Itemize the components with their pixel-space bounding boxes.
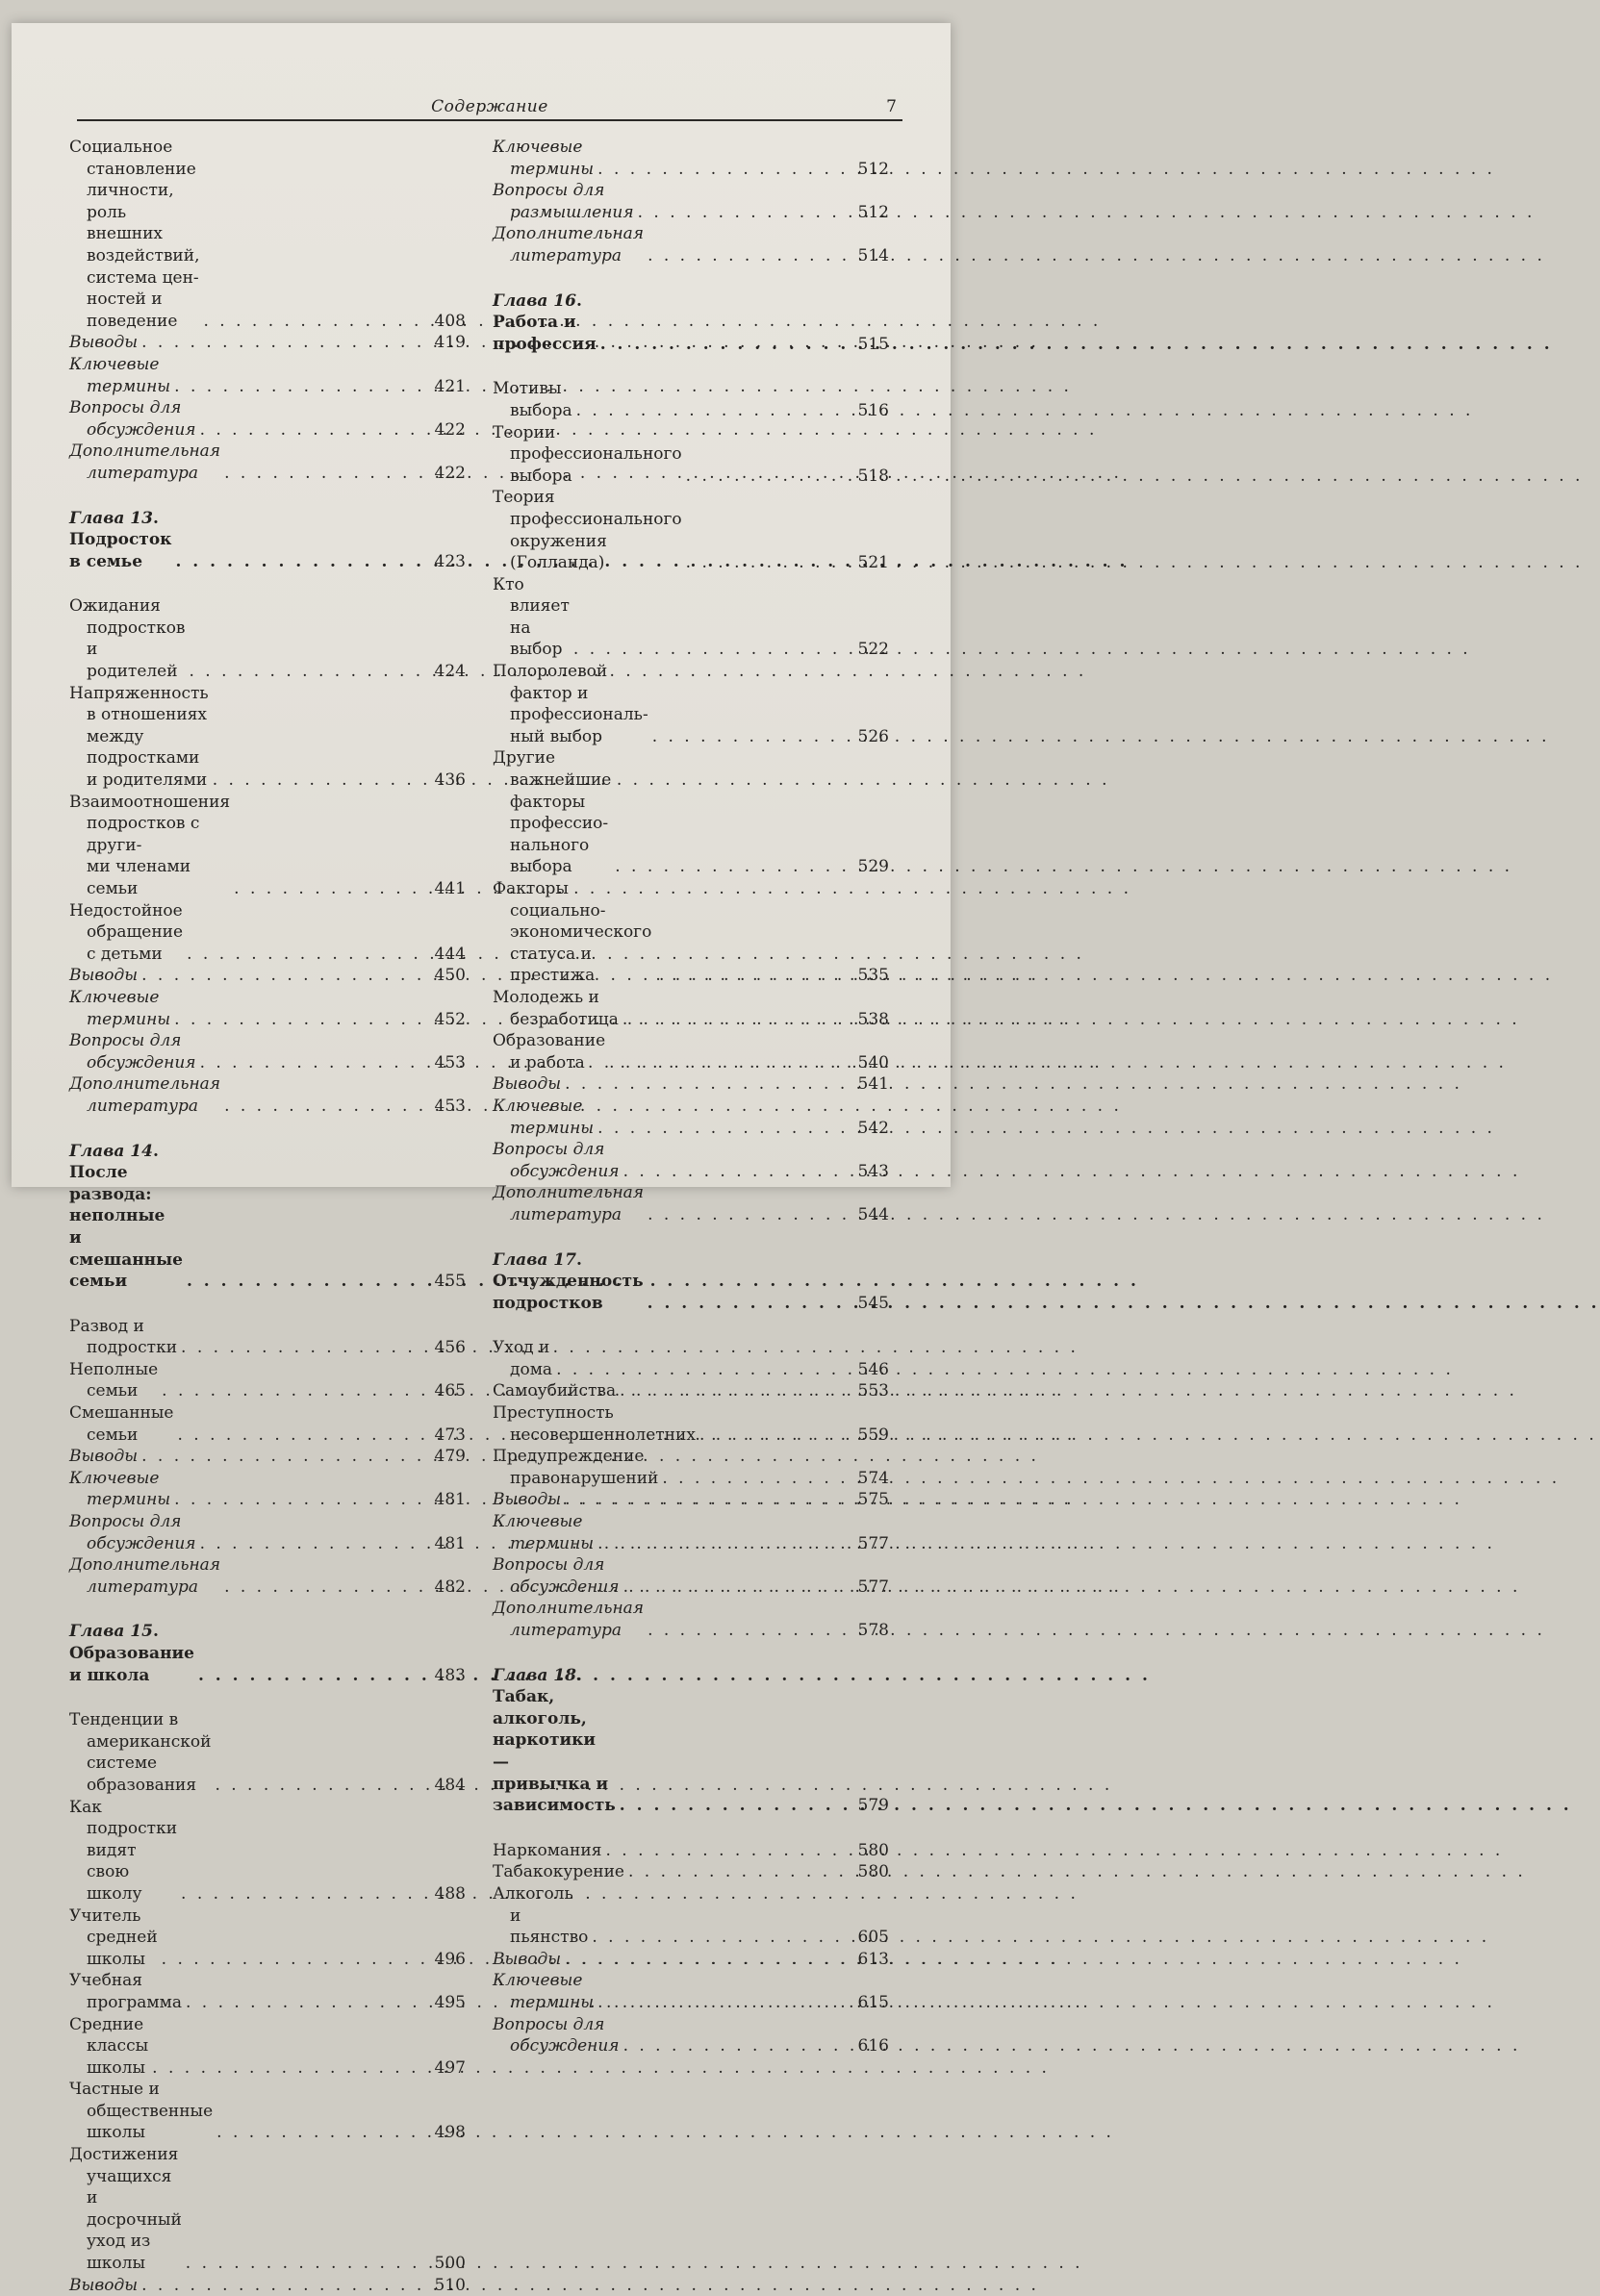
toc-right-column	[493, 137, 889, 2057]
entry-page-number: 518	[857, 466, 889, 486]
entry-title: Учитель средней школы	[69, 1905, 158, 1969]
dot-leader	[615, 856, 853, 878]
dot-leader	[204, 311, 431, 333]
dot-leader	[652, 726, 854, 748]
toc-entry	[69, 354, 466, 397]
toc-entry	[69, 441, 466, 484]
entry-title: Мотивы выбора	[493, 379, 572, 420]
entry-title: Выводы	[493, 1074, 562, 1095]
dot-leader	[181, 1883, 431, 1905]
dot-leader	[216, 2122, 430, 2144]
entry-page-number: 479	[434, 1447, 466, 1467]
toc-entry	[493, 987, 889, 1030]
entry-page-number: 456	[434, 1338, 466, 1358]
toc-entry	[493, 378, 889, 421]
entry-page-number: 578	[857, 1621, 889, 1640]
dot-leader	[200, 419, 431, 442]
toc-chapter-heading	[69, 508, 466, 573]
entry-page-number: 495	[434, 1992, 466, 2012]
dot-leader	[224, 463, 430, 485]
dot-leader	[655, 965, 853, 987]
entry-title: Достижения учащихся и досрочный уход из школы	[69, 2145, 182, 2274]
chapter-name: . Табак, алкоголь, наркотики — привычка и зависимость	[493, 1665, 616, 1816]
entry-title: Ключевые термины	[493, 138, 595, 179]
entry-page-number: 514	[857, 245, 889, 265]
toc-entry	[493, 1139, 889, 1182]
entry-page-number: 540	[857, 1052, 889, 1072]
toc-entry	[69, 1709, 466, 1796]
entry-title: Вопросы для обсуждения	[493, 1140, 620, 1181]
toc-entry	[493, 1489, 889, 1511]
entry-title: Выводы	[493, 1949, 562, 1969]
toc-entry	[493, 1883, 889, 1949]
entry-title: Дополнительная литература	[493, 1183, 645, 1224]
chapter-name: . После развода: неполные и смешанные семьи	[69, 1141, 183, 1292]
chapter-label: Глава 16	[493, 290, 576, 311]
toc-entry	[69, 595, 466, 682]
dot-leader	[638, 202, 854, 224]
dot-leader	[174, 1009, 430, 1031]
section-gap	[493, 1226, 889, 1249]
entry-page-number: 512	[857, 202, 889, 222]
entry-page-number: 613	[857, 1949, 889, 1969]
entry-page-number: 546	[857, 1359, 889, 1379]
entry-page-number: 484	[434, 1775, 466, 1795]
dot-leader	[592, 1927, 853, 1949]
toc-entry	[493, 1030, 889, 1073]
entry-title: Табакокурение	[493, 1862, 624, 1882]
entry-page-number: 580	[857, 1862, 889, 1882]
entry-title: Ключевые термины	[493, 1096, 595, 1138]
entry-page-number: 541	[857, 1074, 889, 1095]
entry-title: Недостойное обращение с детьми	[69, 900, 184, 964]
section-gap	[69, 1293, 466, 1316]
toc-entry	[493, 1949, 889, 1971]
dot-leader	[556, 1359, 853, 1381]
toc-entry	[69, 2144, 466, 2275]
dot-leader	[648, 1293, 854, 1315]
chapter-label: Глава 15	[69, 1622, 153, 1642]
entry-page-number: 526	[857, 726, 889, 746]
entry-page-number: 422	[434, 463, 466, 483]
chapter-title	[493, 1665, 616, 1817]
entry-page-number: 574	[857, 1468, 889, 1488]
dot-leader	[141, 332, 430, 354]
entry-page-number: 481	[434, 1533, 466, 1553]
entry-page-number: 575	[857, 1490, 889, 1510]
dot-leader	[565, 1949, 853, 1971]
dot-leader	[152, 2057, 430, 2080]
toc-entry	[69, 1030, 466, 1073]
toc-entry	[69, 1073, 466, 1117]
entry-title: Ожидания подростков и родителей	[69, 596, 186, 682]
dot-leader	[620, 1380, 853, 1402]
entry-page-number: 579	[857, 1796, 889, 1816]
toc-entry	[69, 683, 466, 792]
entry-page-number: 545	[857, 1293, 889, 1313]
entry-title: Дополнительная литература	[493, 1599, 645, 1640]
dot-leader	[174, 376, 430, 398]
entry-title: Дополнительная литература	[69, 442, 221, 483]
entry-page-number: 481	[434, 1490, 466, 1510]
toc-entry	[493, 574, 889, 661]
entry-title: Полоролевой фактор и профессиональ- ный выбор	[493, 662, 648, 746]
toc-entry	[493, 1840, 889, 1862]
toc-left-column	[69, 137, 466, 2296]
section-gap	[493, 1642, 889, 1665]
entry-page-number: 580	[857, 1840, 889, 1860]
toc-entry	[69, 1797, 466, 1905]
dot-leader	[622, 1009, 854, 1031]
dot-leader	[175, 551, 430, 573]
entry-title: Факторы социально-экономического статуса и престижа	[493, 879, 652, 986]
running-header	[77, 85, 902, 121]
entry-title: Выводы	[493, 1490, 562, 1510]
dot-leader	[141, 1446, 430, 1468]
dot-leader	[187, 944, 430, 966]
entry-title: Вопросы для обсуждения	[493, 1555, 620, 1597]
chapter-title	[493, 290, 597, 356]
entry-page-number: 465	[434, 1381, 466, 1401]
toc-entry	[493, 1402, 889, 1446]
toc-entry	[69, 332, 466, 354]
entry-page-number: 559	[857, 1425, 889, 1445]
toc-chapter-heading	[69, 1141, 466, 1293]
dot-leader	[565, 1489, 853, 1511]
entry-title: Частные и общественные школы	[69, 2080, 214, 2143]
dot-leader	[576, 400, 854, 422]
entry-page-number: 496	[434, 1949, 466, 1969]
entry-title: Неполные семьи	[69, 1359, 159, 1401]
toc-chapter-heading	[493, 290, 889, 356]
dot-leader	[234, 878, 430, 900]
entry-title: Ключевые термины	[69, 354, 171, 396]
section-gap	[69, 1598, 466, 1621]
toc-entry	[493, 1554, 889, 1598]
entry-title: Ключевые термины	[493, 1971, 595, 2012]
toc-chapter-heading	[69, 1621, 466, 1686]
chapter-name: . Подросток в семье	[69, 508, 172, 571]
toc-entry	[69, 1511, 466, 1554]
dot-leader	[181, 1337, 431, 1359]
toc-entry	[69, 2014, 466, 2080]
entry-title: Дополнительная литература	[493, 224, 645, 265]
entry-title: Кто влияет на выбор	[493, 574, 570, 660]
toc-entry	[69, 2079, 466, 2144]
toc-entry	[493, 1337, 889, 1380]
dot-leader	[190, 661, 431, 683]
dot-leader	[200, 1052, 431, 1074]
dot-leader	[628, 1861, 854, 1883]
entry-title: Преступность несовершеннолетних	[493, 1403, 696, 1445]
dot-leader	[573, 639, 854, 661]
entry-page-number: 453	[434, 1096, 466, 1116]
chapter-label: Глава 18	[493, 1665, 576, 1685]
toc-entry	[493, 1446, 889, 1489]
dot-leader	[141, 2275, 430, 2296]
dot-leader	[605, 1840, 853, 1862]
entry-page-number: 538	[857, 1009, 889, 1029]
dot-leader	[648, 1204, 853, 1226]
entry-page-number: 497	[434, 2057, 466, 2078]
section-gap	[493, 355, 889, 378]
dot-leader	[699, 1425, 854, 1447]
toc-entry	[69, 137, 466, 332]
dot-leader	[224, 1096, 430, 1118]
dot-leader	[186, 2253, 431, 2275]
entry-page-number: 516	[857, 400, 889, 420]
entry-page-number: 498	[434, 2123, 466, 2143]
dot-leader	[187, 1271, 431, 1293]
dot-leader	[565, 1073, 853, 1096]
entry-page-number: 543	[857, 1161, 889, 1181]
entry-title: Напряженность в отношениях между подростками и родителями	[69, 683, 209, 791]
dot-leader	[200, 1533, 431, 1555]
entry-title: Развод и подростки	[69, 1316, 178, 1358]
entry-title: Предупреждение правонарушений	[493, 1447, 659, 1488]
section-gap	[493, 1314, 889, 1337]
entry-title: Выводы	[69, 2275, 139, 2295]
entry-title: Как подростки видят свою школу	[69, 1797, 178, 1904]
entry-page-number: 423	[434, 551, 466, 571]
entry-page-number: 455	[434, 1272, 466, 1292]
entry-page-number: 436	[434, 770, 466, 791]
entry-title: Дополнительная литература	[69, 1555, 221, 1597]
toc-entry	[69, 965, 466, 987]
toc-entry	[69, 900, 466, 966]
toc-entry	[493, 1598, 889, 1641]
toc-entry	[69, 987, 466, 1030]
dot-leader	[597, 159, 853, 181]
entry-page-number: 522	[857, 640, 889, 660]
dot-leader	[686, 552, 854, 574]
toc-entry	[69, 1554, 466, 1598]
entry-page-number: 482	[434, 1577, 466, 1597]
entry-page-number: 419	[434, 333, 466, 353]
entry-title: Дополнительная литература	[69, 1074, 221, 1116]
entry-page-number: 452	[434, 1009, 466, 1029]
toc-entry	[493, 1970, 889, 2013]
toc-entry	[69, 1359, 466, 1402]
toc-chapter-heading	[493, 1665, 889, 1817]
dot-leader	[174, 1489, 430, 1511]
entry-title: Алкоголь и пьянство	[493, 1883, 589, 1948]
toc-entry	[493, 1182, 889, 1225]
entry-title: Самоубийства	[493, 1381, 617, 1401]
toc-entry	[493, 1096, 889, 1139]
chapter-name: . Образование и школа	[69, 1622, 194, 1685]
chapter-title	[69, 1621, 194, 1686]
entry-page-number: 577	[857, 1533, 889, 1553]
entry-title: Выводы	[69, 966, 139, 986]
entry-page-number: 553	[857, 1381, 889, 1401]
entry-page-number: 605	[857, 1928, 889, 1948]
toc-entry	[493, 1861, 889, 1883]
section-gap	[69, 1118, 466, 1141]
toc-entry	[69, 1970, 466, 2013]
entry-title: Вопросы для обсуждения	[69, 1512, 196, 1553]
page-number: 7	[886, 97, 897, 116]
entry-title: Выводы	[69, 1447, 139, 1467]
dot-leader	[141, 965, 430, 987]
header-title: Содержание	[431, 97, 548, 116]
entry-title: Ключевые термины	[69, 987, 171, 1029]
toc-entry	[493, 137, 889, 180]
section-gap	[69, 1686, 466, 1709]
chapter-name: . Отчужденность подростков	[493, 1249, 644, 1313]
dot-leader	[623, 1161, 854, 1183]
entry-page-number: 535	[857, 966, 889, 986]
dot-leader	[648, 245, 853, 267]
toc-entry	[493, 1380, 889, 1402]
dot-leader	[597, 1992, 853, 2014]
entry-title: Тенденции в американской системе образования	[69, 1710, 212, 1795]
section-gap	[493, 1817, 889, 1840]
entry-title: Теория профессионального окружения (Голланда)	[493, 488, 682, 573]
toc-entry	[493, 1511, 889, 1554]
section-gap	[493, 267, 889, 290]
entry-title: Образование и работа	[493, 1031, 606, 1072]
dot-leader	[162, 1949, 431, 1971]
toc-entry	[493, 180, 889, 223]
toc-entry	[493, 487, 889, 573]
dot-leader	[177, 1425, 430, 1447]
toc-entry	[69, 1316, 466, 1359]
dot-leader	[186, 1992, 431, 2014]
entry-page-number: 510	[434, 2275, 466, 2295]
entry-page-number: 441	[434, 879, 466, 898]
toc-entry	[69, 1468, 466, 1511]
dot-leader	[609, 1052, 853, 1074]
section-gap	[69, 572, 466, 595]
toc-entry	[493, 1073, 889, 1096]
chapter-label: Глава 17	[493, 1249, 576, 1270]
dot-leader	[623, 1577, 854, 1599]
dot-leader	[198, 1665, 431, 1687]
chapter-label: Глава 13	[69, 508, 153, 528]
entry-title: Другие важнейшие факторы профессио- нального выбора	[493, 748, 612, 877]
toc-entry	[493, 661, 889, 747]
chapter-title	[69, 1141, 183, 1293]
entry-title: Вопросы для обсуждения	[493, 2014, 620, 2056]
toc-entry	[69, 1446, 466, 1468]
entry-page-number: 424	[434, 662, 466, 682]
entry-page-number: 421	[434, 376, 466, 396]
entry-page-number: 577	[857, 1577, 889, 1597]
entry-page-number: 483	[434, 1665, 466, 1685]
entry-title: Выводы	[69, 333, 139, 353]
toc-entry	[493, 422, 889, 488]
entry-page-number: 408	[434, 311, 466, 331]
entry-title: Наркомания	[493, 1840, 602, 1860]
dot-leader	[686, 466, 854, 488]
entry-title: Вопросы для размышления	[493, 181, 634, 222]
entry-title: Взаимоотношения подростков с други- ми членами семьи	[69, 792, 231, 898]
toc-entry	[69, 397, 466, 441]
dot-leader	[213, 770, 431, 792]
entry-title: Теории профессионального выбора	[493, 422, 682, 486]
entry-title: Социальное становление личности, роль внешних воздействий, система цен- ностей и поведение	[69, 138, 200, 331]
toc-entry	[69, 2275, 466, 2296]
toc-entry	[69, 792, 466, 900]
dot-leader	[620, 1795, 854, 1817]
entry-page-number: 615	[857, 1992, 889, 2012]
entry-page-number: 512	[857, 159, 889, 179]
entry-page-number: 473	[434, 1425, 466, 1445]
toc-entry	[69, 1905, 466, 1971]
entry-page-number: 544	[857, 1204, 889, 1224]
dot-leader	[215, 1775, 430, 1797]
toc-entry	[493, 878, 889, 987]
entry-title: Вопросы для обсуждения	[69, 398, 196, 440]
entry-page-number: 450	[434, 966, 466, 986]
dot-leader	[162, 1380, 430, 1402]
dot-leader	[623, 2035, 854, 2057]
entry-title: Средние классы школы	[69, 2014, 149, 2078]
entry-page-number: 422	[434, 419, 466, 440]
dot-leader	[597, 1533, 853, 1555]
dot-leader	[597, 1118, 853, 1140]
section-gap	[69, 485, 466, 508]
chapter-label: Глава 14	[69, 1141, 153, 1161]
entry-page-number: 515	[857, 334, 889, 354]
dot-leader	[224, 1577, 430, 1599]
toc-entry	[493, 747, 889, 878]
entry-title: Учебная программа	[69, 1971, 182, 2012]
entry-title: Ключевые термины	[69, 1468, 171, 1510]
entry-page-number: 453	[434, 1052, 466, 1072]
entry-page-number: 488	[434, 1883, 466, 1904]
entry-page-number: 444	[434, 944, 466, 964]
entry-title: Смешанные семьи	[69, 1403, 174, 1445]
entry-title: Вопросы для обсуждения	[69, 1031, 196, 1072]
entry-page-number: 542	[857, 1118, 889, 1138]
entry-title: Уход и дома	[493, 1338, 553, 1379]
entry-title: Молодежь и безработица	[493, 987, 619, 1029]
toc-entry	[493, 223, 889, 266]
entry-title: Ключевые термины	[493, 1512, 595, 1553]
chapter-name: . Работа и профессия	[493, 290, 597, 354]
entry-page-number: 529	[857, 857, 889, 877]
entry-page-number: 500	[434, 2254, 466, 2274]
dot-leader	[600, 334, 854, 356]
entry-page-number: 616	[857, 2036, 889, 2056]
chapter-title	[493, 1249, 644, 1315]
toc-entry	[69, 1402, 466, 1446]
dot-leader	[662, 1468, 853, 1490]
dot-leader	[648, 1620, 853, 1642]
chapter-title	[69, 508, 171, 573]
toc-entry	[493, 2014, 889, 2057]
book-page	[12, 23, 951, 2295]
entry-page-number: 521	[857, 553, 889, 573]
toc-chapter-heading	[493, 1249, 889, 1315]
